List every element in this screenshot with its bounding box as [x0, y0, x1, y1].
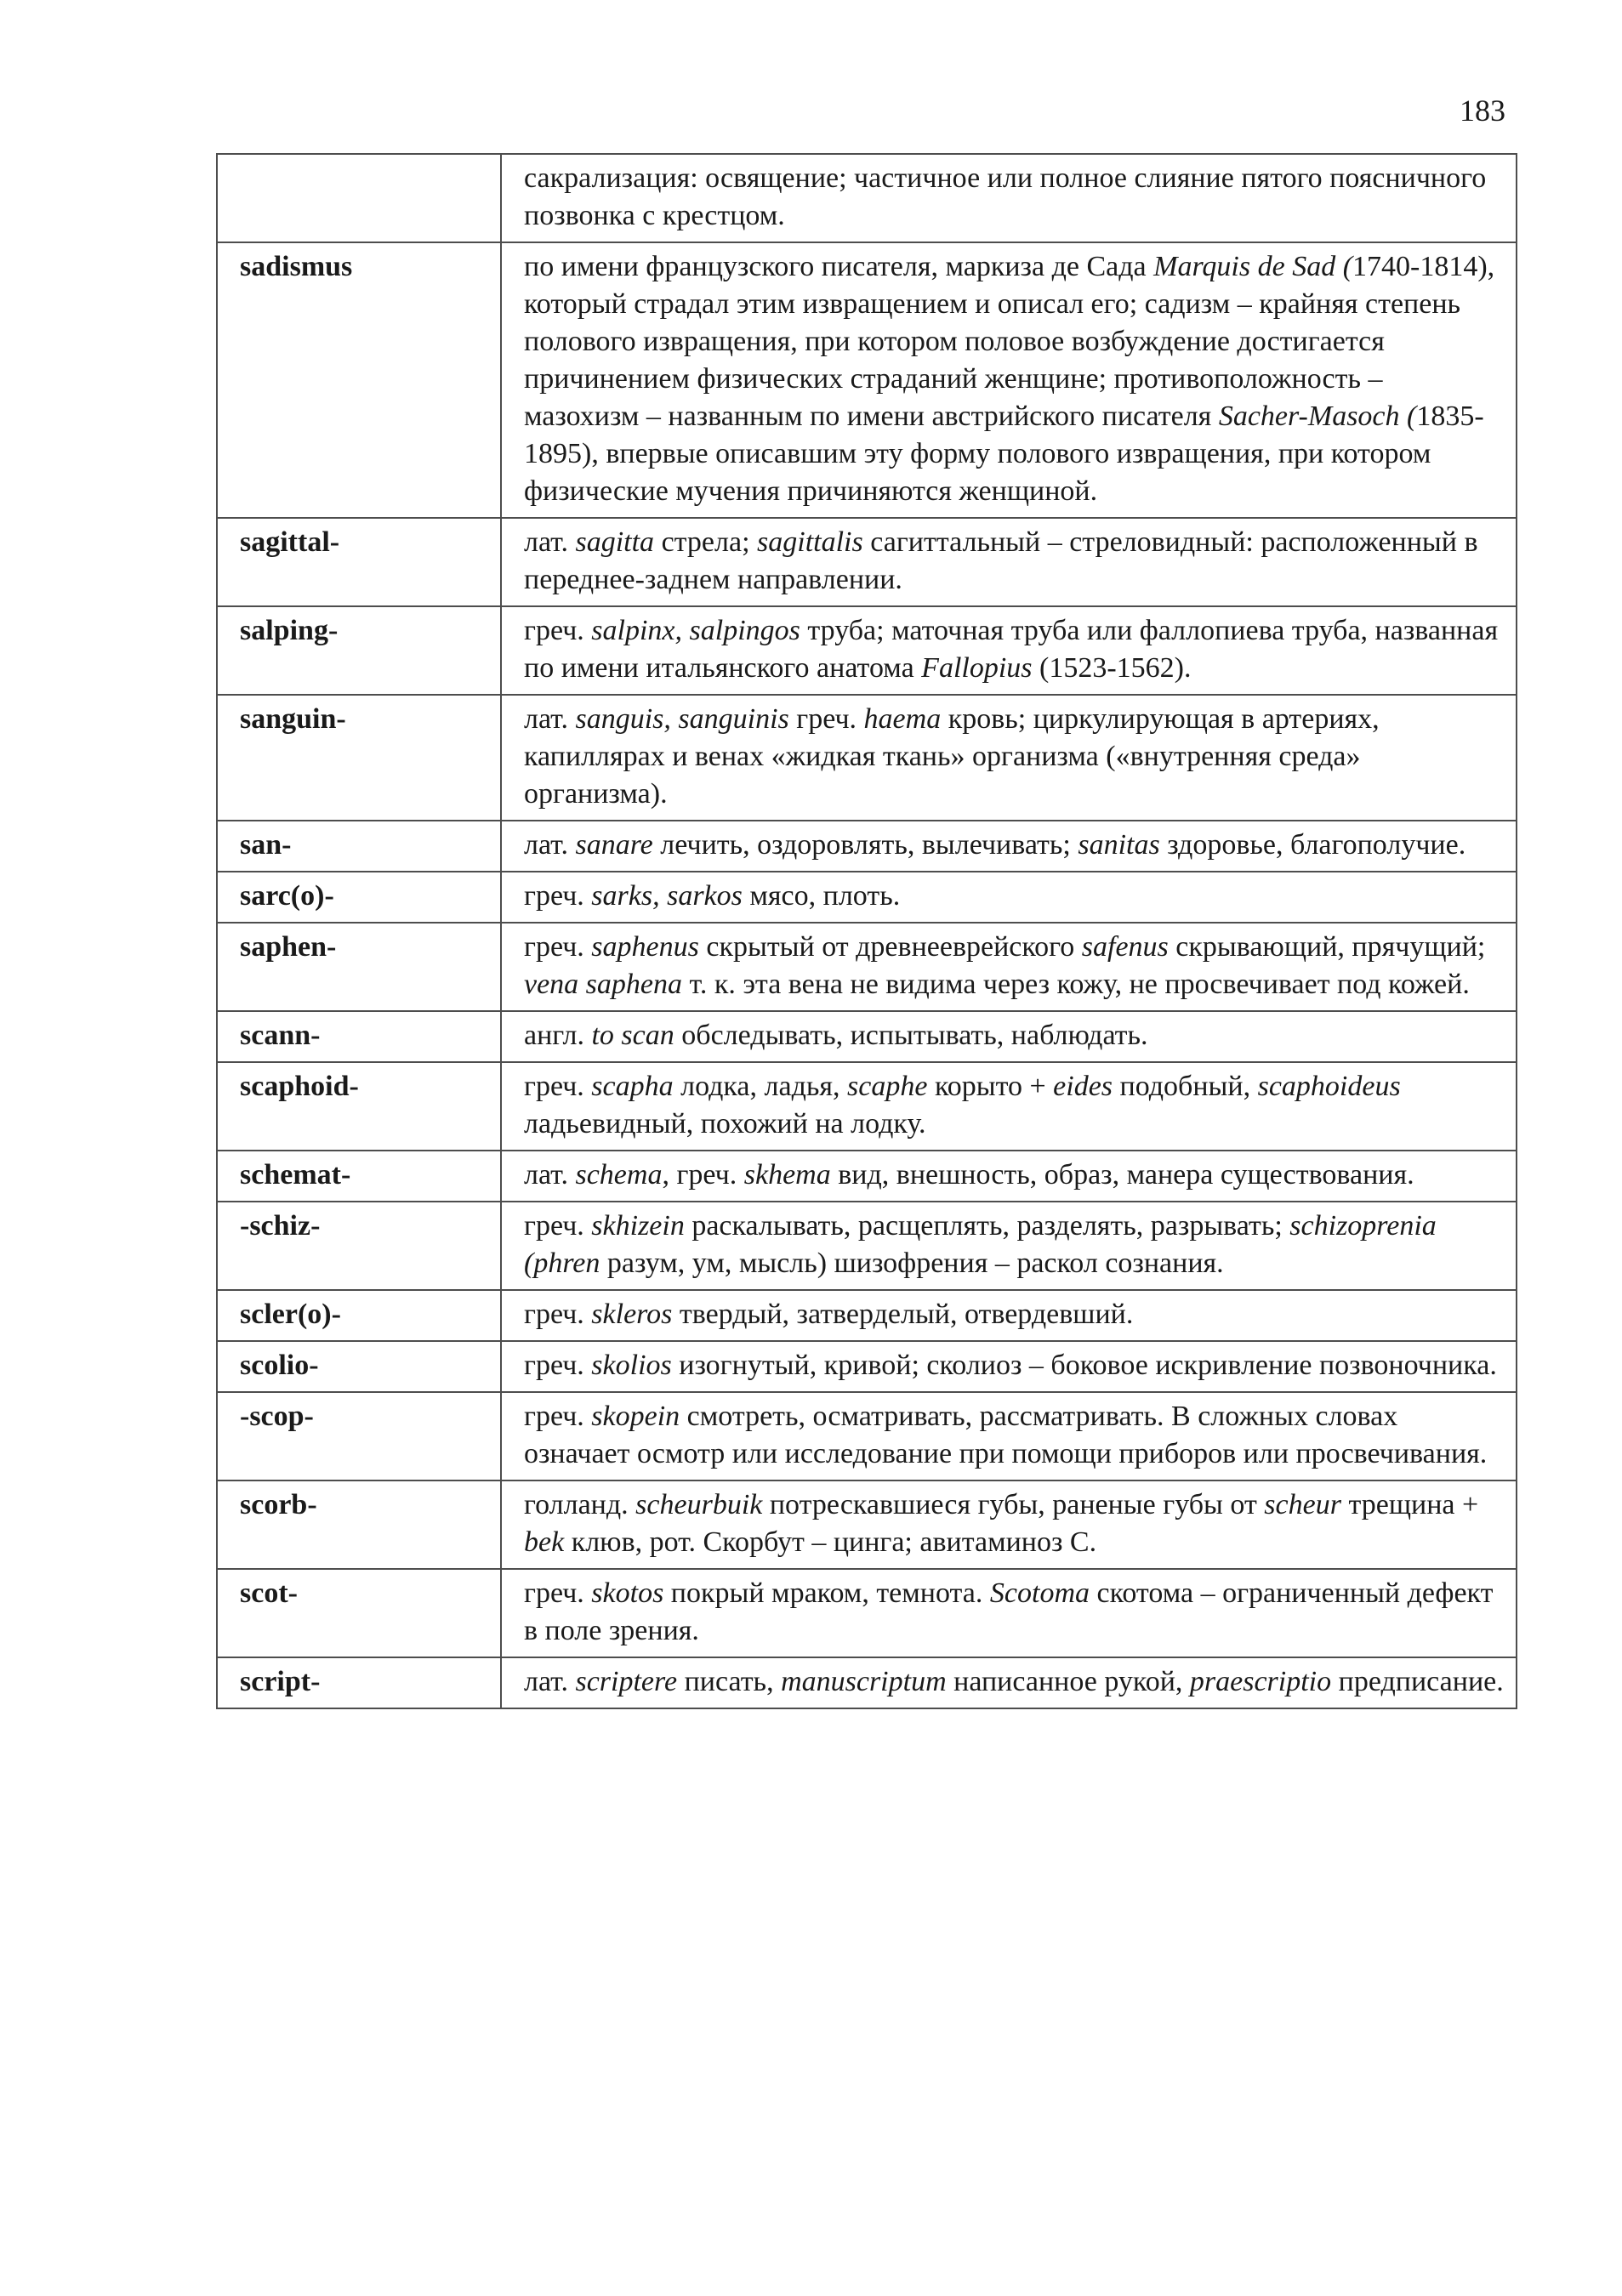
italic-term: scapha	[591, 1071, 674, 1102]
italic-term: praescriptio	[1189, 1666, 1332, 1697]
term-cell: scot-	[217, 1569, 501, 1657]
table-row	[217, 1480, 1517, 1569]
table-row	[217, 242, 1517, 518]
definition-text: обследывать, испытывать, наблюдать.	[674, 1020, 1148, 1051]
term-cell: scolio-	[217, 1341, 501, 1392]
italic-term: Fallopius	[921, 652, 1033, 684]
definition-cell	[501, 1341, 1517, 1392]
definition-text: греч.	[524, 1350, 592, 1381]
italic-term: skopein	[591, 1401, 680, 1432]
italic-term: Sacher-Masoch (	[1218, 401, 1417, 432]
definition-text: подобный,	[1113, 1071, 1258, 1102]
definition-text: , греч.	[662, 1159, 744, 1191]
definition-text: вид, внешность, образ, манера существования.	[830, 1159, 1414, 1191]
italic-term: to scan	[591, 1020, 674, 1051]
table-row	[217, 872, 1517, 923]
italic-term: haema	[863, 703, 942, 735]
italic-term: bek	[524, 1526, 565, 1558]
table-row	[217, 821, 1517, 872]
definition-text: написанное рукой,	[946, 1666, 1190, 1697]
definition-cell	[501, 1290, 1517, 1341]
term-cell: scler(o)-	[217, 1290, 501, 1341]
definition-cell	[501, 923, 1517, 1011]
term-cell	[217, 154, 501, 242]
glossary-table	[216, 153, 1517, 1709]
definition-text: т. к. эта вена не видима через кожу, не просвечивает под кожей.	[682, 969, 1470, 1000]
italic-term: scheur	[1264, 1489, 1341, 1520]
definition-text: по имени французского писателя, маркиза де Сада	[524, 251, 1154, 282]
definition-text: греч.	[524, 880, 592, 912]
italic-term: sarks, sarkos	[591, 880, 743, 912]
definition-text: раскалывать, расщеплять, разделять, разрывать;	[684, 1210, 1290, 1242]
term-cell: sarc(o)-	[217, 872, 501, 923]
italic-term: scriptere	[575, 1666, 678, 1697]
definition-cell	[501, 1392, 1517, 1480]
definition-text: 1835-1895), впервые описавшим эту форму полового извращения, при котором физические мучения причиняются женщиной.	[524, 401, 1484, 507]
italic-term: schizoprenia (phren	[524, 1210, 1437, 1279]
italic-term: manuscriptum	[781, 1666, 947, 1697]
definition-text: лат.	[524, 526, 576, 558]
table-row	[217, 1657, 1517, 1708]
definition-text: голланд.	[524, 1489, 636, 1520]
definition-cell	[501, 606, 1517, 695]
definition-text: труба; маточная труба или фаллопиева труба, названная по имени итальянского анатома	[524, 615, 1499, 684]
term-cell: salping-	[217, 606, 501, 695]
definition-text: (1523-1562).	[1032, 652, 1192, 684]
term-cell: scaphoid-	[217, 1062, 501, 1151]
definition-text: разум, ум, мысль) шизофрения – раскол сознания.	[600, 1247, 1224, 1279]
definition-cell	[501, 1202, 1517, 1290]
definition-text: лат.	[524, 1159, 576, 1191]
definition-cell	[501, 872, 1517, 923]
term-cell: -scop-	[217, 1392, 501, 1480]
table-row	[217, 1569, 1517, 1657]
table-row	[217, 1392, 1517, 1480]
italic-term: scaphoideus	[1257, 1071, 1401, 1102]
term-cell: saphen-	[217, 923, 501, 1011]
definition-text: клюв, рот. Скорбут – цинга; авитаминоз С.	[564, 1526, 1097, 1558]
definition-cell	[501, 695, 1517, 821]
italic-term: schema	[575, 1159, 663, 1191]
definition-text: корыто +	[927, 1071, 1054, 1102]
definition-cell	[501, 242, 1517, 518]
italic-term: (	[1342, 251, 1353, 282]
definition-text: скрытый от древнееврейского	[698, 931, 1082, 963]
definition-cell	[501, 821, 1517, 872]
italic-term: skleros	[591, 1299, 673, 1330]
italic-term: saphenus	[591, 931, 699, 963]
definition-cell	[501, 1569, 1517, 1657]
definition-text: сагиттальный – стреловидный: расположенный в переднее-заднем направлении.	[524, 526, 1478, 595]
italic-term: skhema	[743, 1159, 831, 1191]
definition-cell	[501, 1480, 1517, 1569]
italic-term: sagitta	[575, 526, 655, 558]
italic-term: skotos	[591, 1577, 664, 1609]
definition-text: скотома – ограниченный дефект в поле зрения.	[524, 1577, 1494, 1646]
table-row	[217, 1290, 1517, 1341]
table-row	[217, 1202, 1517, 1290]
term-cell: sagittal-	[217, 518, 501, 606]
definition-text	[1335, 251, 1343, 282]
definition-text: мясо, плоть.	[742, 880, 901, 912]
definition-text: твердый, затверделый, отвердевший.	[672, 1299, 1134, 1330]
definition-cell	[501, 154, 1517, 242]
definition-text: греч.	[524, 1071, 592, 1102]
definition-text: изогнутый, кривой; сколиоз – боковое искривление позвоночника.	[671, 1350, 1497, 1381]
table-row	[217, 1341, 1517, 1392]
definition-text: здоровье, благополучие.	[1159, 829, 1466, 861]
table-row	[217, 1011, 1517, 1062]
definition-text: потрескавшиеся губы, раненые губы от	[762, 1489, 1265, 1520]
definition-text: сакрализация: освящение; частичное или полное слияние пятого поясничного позвонка с крестцом.	[524, 162, 1487, 231]
italic-term: scheurbuik	[635, 1489, 763, 1520]
definition-cell	[501, 1657, 1517, 1708]
term-cell: sanguin-	[217, 695, 501, 821]
term-cell: san-	[217, 821, 501, 872]
definition-cell	[501, 1011, 1517, 1062]
definition-text: греч.	[524, 1401, 592, 1432]
definition-text: стрела;	[654, 526, 758, 558]
table-row	[217, 1151, 1517, 1202]
table-row	[217, 695, 1517, 821]
definition-cell	[501, 518, 1517, 606]
italic-term: skhizein	[591, 1210, 685, 1242]
term-cell: scorb-	[217, 1480, 501, 1569]
definition-text: греч.	[524, 1299, 592, 1330]
table-row	[217, 518, 1517, 606]
italic-term: Marquis de Sad	[1153, 251, 1336, 282]
italic-term: eides	[1053, 1071, 1113, 1102]
definition-text: смотреть, осматривать, рассматривать. В сложных словах означает осмотр или исследование при помощи приборов или просвечивания.	[524, 1401, 1488, 1469]
italic-term: sanitas	[1078, 829, 1160, 861]
definition-text: лат.	[524, 829, 576, 861]
table-row	[217, 923, 1517, 1011]
definition-text: греч.	[524, 931, 592, 963]
italic-term: sagittalis	[757, 526, 863, 558]
term-cell: schemat-	[217, 1151, 501, 1202]
definition-text: кровь; циркулирующая в артериях, капиллярах и венах «жидкая ткань» организма («внутренняя среда» организма).	[524, 703, 1380, 810]
italic-term: Scotoma	[989, 1577, 1090, 1609]
definition-text: 1740-1814), который страдал этим извращением и описал его; садизм – крайняя степень полового извращения, при котором половое возбуждение достигается причинением физических страданий женщине; противоположность – мазохизм – названным по имени австрийского писателя	[524, 251, 1495, 432]
term-cell: scann-	[217, 1011, 501, 1062]
definition-text: ладьевидный, похожий на лодку.	[524, 1108, 926, 1139]
glossary-body	[217, 154, 1517, 1708]
page-number: 183	[1460, 94, 1505, 128]
term-cell: -schiz-	[217, 1202, 501, 1290]
definition-text: греч.	[788, 703, 864, 735]
italic-term: sanare	[575, 829, 653, 861]
italic-term: scaphe	[847, 1071, 928, 1102]
table-row	[217, 1062, 1517, 1151]
definition-text: трещина +	[1340, 1489, 1479, 1520]
italic-term: skolios	[591, 1350, 672, 1381]
definition-text: предписание.	[1331, 1666, 1504, 1697]
definition-cell	[501, 1151, 1517, 1202]
definition-text: писать,	[677, 1666, 782, 1697]
definition-text: греч.	[524, 1577, 592, 1609]
italic-term: vena saphena	[524, 969, 683, 1000]
definition-text: лат.	[524, 703, 576, 735]
table-row	[217, 606, 1517, 695]
definition-text: лат.	[524, 1666, 576, 1697]
definition-text: лечить, оздоровлять, вылечивать;	[652, 829, 1078, 861]
definition-text: англ.	[524, 1020, 592, 1051]
italic-term: salpinx, salpingos	[591, 615, 800, 646]
definition-text: покрый мраком, темнота.	[663, 1577, 990, 1609]
definition-text: греч.	[524, 615, 592, 646]
term-cell: sadismus	[217, 242, 501, 518]
italic-term: sanguis, sanguinis	[575, 703, 789, 735]
definition-text: греч.	[524, 1210, 592, 1242]
definition-text: лодка, ладья,	[673, 1071, 848, 1102]
definition-text: скрывающий, прячущий;	[1168, 931, 1486, 963]
table-row	[217, 154, 1517, 242]
term-cell: script-	[217, 1657, 501, 1708]
italic-term: safenus	[1081, 931, 1169, 963]
definition-cell	[501, 1062, 1517, 1151]
